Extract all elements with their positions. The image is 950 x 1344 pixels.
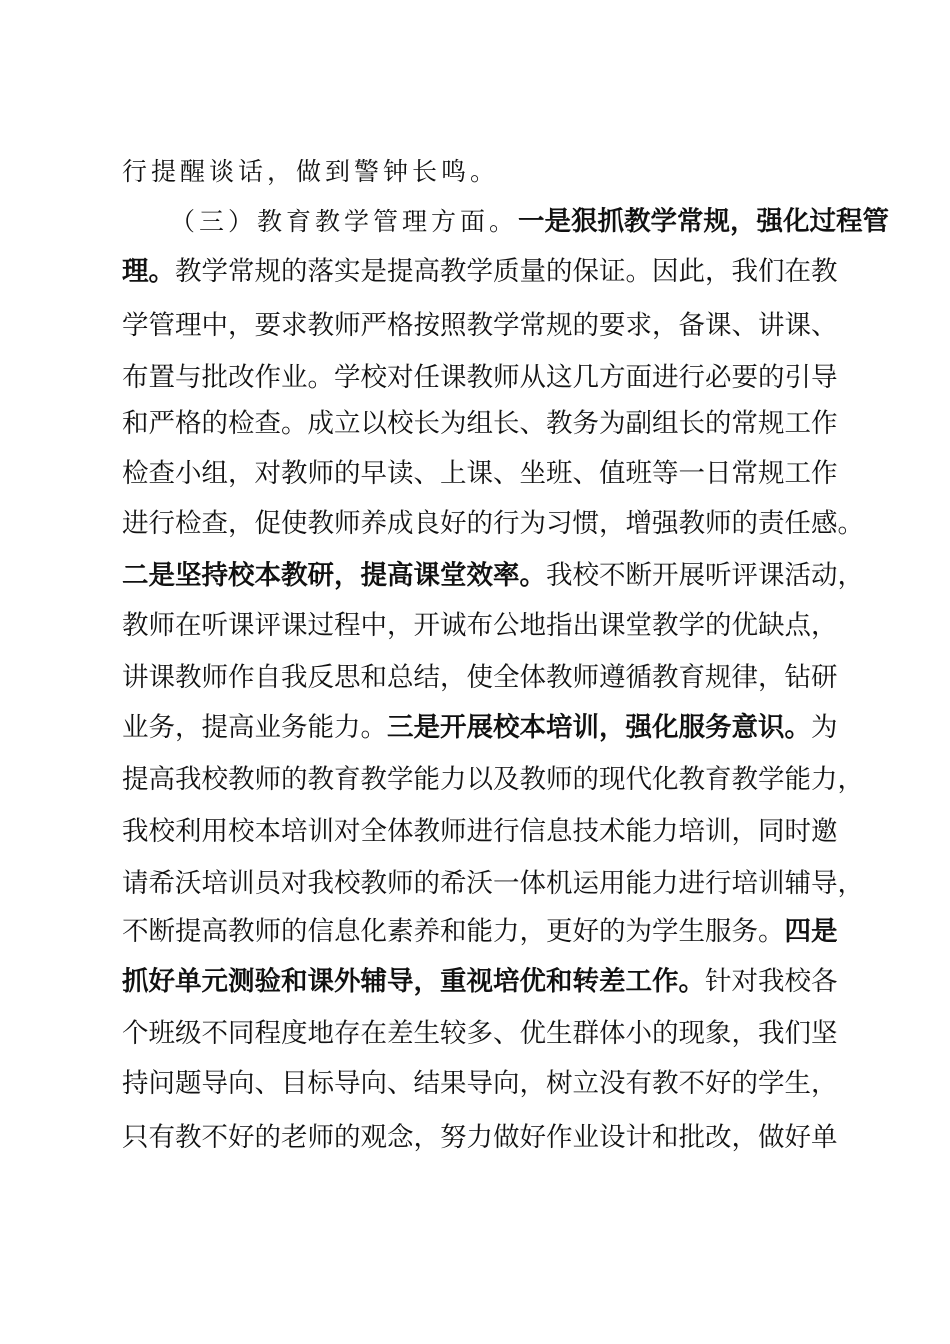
text-line xyxy=(122,398,838,450)
text-run: 学管理中，要求教师严格按照教学常规的要求，备课、讲课、 xyxy=(122,310,838,341)
text-run: 只有教不好的老师的观念，努力做好作业设计和批改，做好单 xyxy=(122,1122,838,1153)
text-line xyxy=(122,806,838,858)
text-line xyxy=(122,146,499,198)
text-run: 我校不断开展听评课活动， xyxy=(546,560,864,591)
text-line xyxy=(122,858,864,910)
text-line xyxy=(122,1112,838,1164)
bold-text-run: 二是坚持校本教研，提高课堂效率。 xyxy=(122,560,546,591)
text-run: 进行检查，促使教师养成良好的行为习惯，增强教师的责任感。 xyxy=(122,508,864,539)
text-line xyxy=(122,1008,838,1060)
text-run: 提高我校教师的教育教学能力以及教师的现代化教育教学能力， xyxy=(122,764,864,795)
text-run: 检查小组，对教师的早读、上课、坐班、值班等一日常规工作 xyxy=(122,458,838,489)
bold-text-run: 理。 xyxy=(122,256,175,287)
text-run: 行提醒谈话，做到警钟长鸣。 xyxy=(122,157,500,186)
text-run: 我校利用校本培训对全体教师进行信息技术能力培训，同时邀 xyxy=(122,816,838,847)
text-run: 个班级不同程度地存在差生较多、优生群体小的现象，我们坚 xyxy=(122,1018,838,1049)
text-run: 教学常规的落实是提高教学质量的保证。因此，我们在教 xyxy=(175,256,838,287)
text-line xyxy=(122,1058,838,1110)
text-run: 教师在听课评课过程中，开诚布公地指出课堂教学的优缺点， xyxy=(122,610,838,641)
bold-text-run: 四是 xyxy=(784,916,838,947)
text-line xyxy=(122,550,864,602)
text-run: 为 xyxy=(811,712,838,743)
text-line xyxy=(122,300,838,352)
text-run: （三）教育教学管理方面。 xyxy=(170,207,519,236)
text-line xyxy=(122,754,864,806)
text-line xyxy=(122,652,838,704)
text-line xyxy=(122,702,838,754)
text-run: 和严格的检查。成立以校长为组长、教务为副组长的常规工作 xyxy=(122,408,838,439)
text-line xyxy=(170,196,889,248)
text-run: 业务，提高业务能力。 xyxy=(122,712,387,743)
text-line xyxy=(122,906,838,958)
text-line xyxy=(122,352,838,404)
text-run: 针对我校各 xyxy=(705,966,838,997)
bold-text-run: 一是狠抓教学常规，强化过程管 xyxy=(518,206,890,237)
text-line xyxy=(122,246,838,298)
text-line xyxy=(122,498,864,550)
text-run: 不断提高教师的信息化素养和能力，更好的为学生服务。 xyxy=(122,916,785,947)
text-line xyxy=(122,956,838,1008)
text-run: 讲课教师作自我反思和总结，使全体教师遵循教育规律，钻研 xyxy=(122,662,838,693)
bold-text-run: 三是开展校本培训，强化服务意识。 xyxy=(387,712,811,743)
text-run: 请希沃培训员对我校教师的希沃一体机运用能力进行培训辅导， xyxy=(122,868,864,899)
text-run: 持问题导向、目标导向、结果导向，树立没有教不好的学生， xyxy=(122,1068,838,1099)
text-line xyxy=(122,600,838,652)
text-line xyxy=(122,448,838,500)
bold-text-run: 抓好单元测验和课外辅导，重视培优和转差工作。 xyxy=(122,966,705,997)
text-run: 布置与批改作业。学校对任课教师从这几方面进行必要的引导 xyxy=(122,362,838,393)
